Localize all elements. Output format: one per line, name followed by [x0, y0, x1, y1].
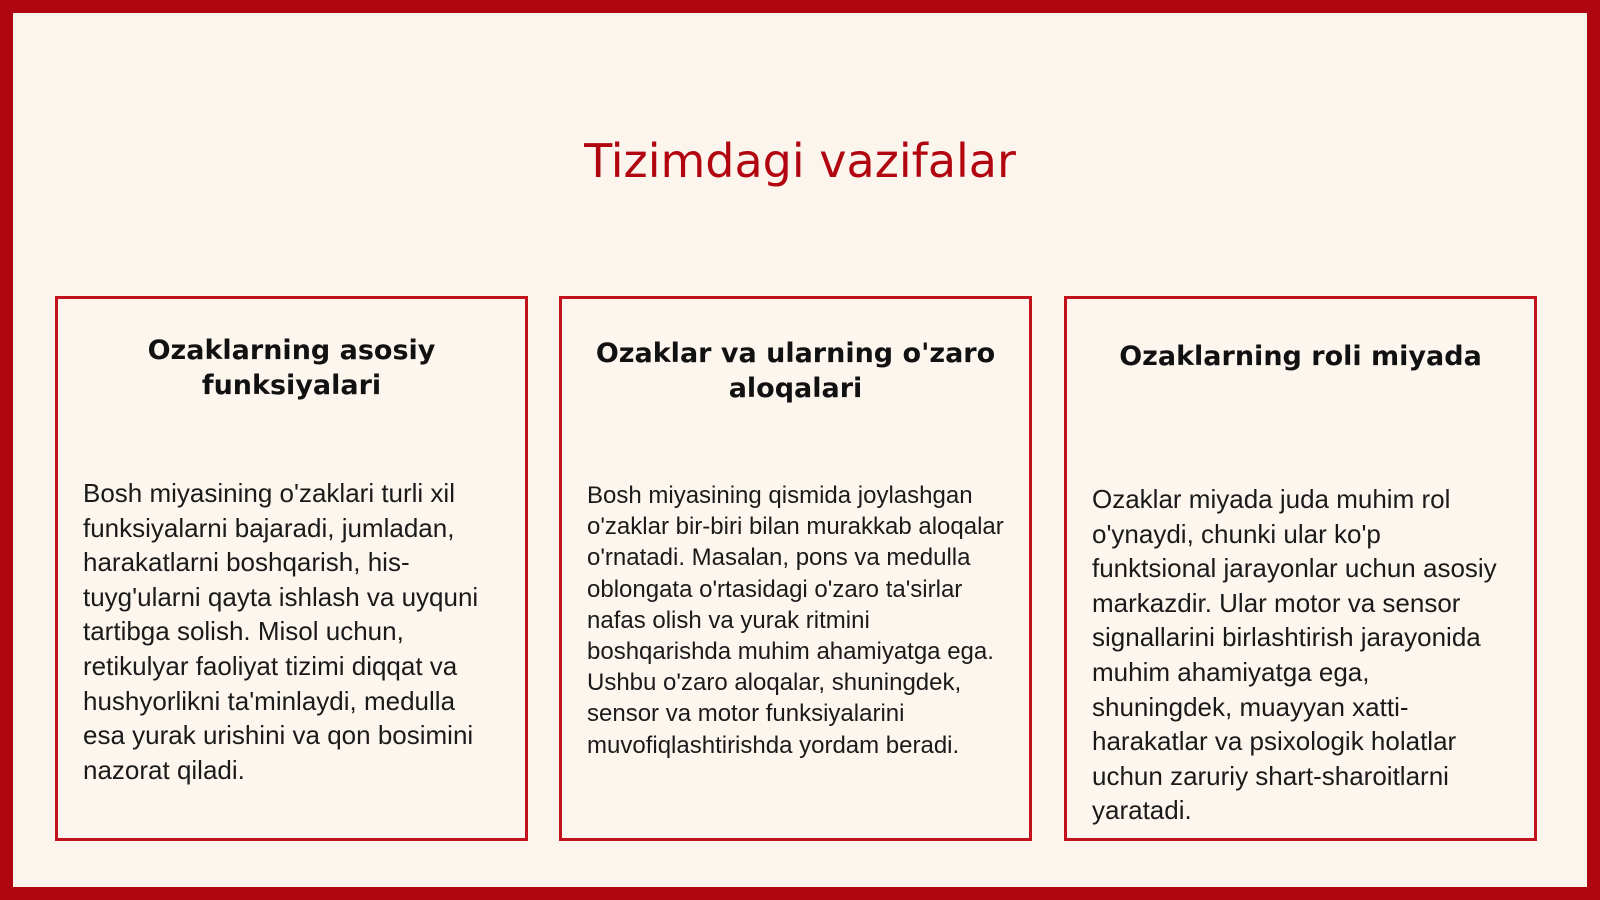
card-body-text: Bosh miyasining o'zaklari turli xil funksiyalarni bajaradi, jumladan, harakatlarni boshqarish, his-tuyg'ularni qayta ishlash va uyquni tartibga solish. Misol uchun, retikulyar faoliyat tizimi diqqat va hushyorlikni ta'minlaydi, medulla esa yurak urishini va qon bosimini nazorat qiladi. [83, 478, 479, 785]
card-heading: Ozaklarning asosiy funksiyalari [147, 335, 436, 401]
card-heading: Ozaklarning roli miyada [1119, 341, 1482, 372]
card-body-text: Bosh miyasining qismida joylashgan o'zaklar bir-biri bilan murakkab aloqalar o'rnatadi. Masalan, pons va medulla oblongata o'rtasidagi o'zaro ta'sirlar nafas olish va yurak ritmini boshqarishda muhim ahamiyatga ega. Ushbu o'zaro aloqalar, shuningdek, sensor va motor funksiyalarini muvofiqlashtirishda yordam beradi. [587, 482, 1004, 759]
card-role-in-brain [1064, 296, 1537, 841]
card-interconnections [559, 296, 1032, 841]
card-heading: Ozaklar va ularning o'zaro aloqalari [595, 338, 996, 404]
slide [13, 13, 1587, 887]
card-main-functions [55, 296, 528, 841]
slide-title: Tizimdagi vazifalar [584, 134, 1016, 188]
card-body-text: Ozaklar miyada juda muhim rol o'ynaydi, chunki ular ko'p funktsional jarayonlar uchun asosiy markazdir. Ular motor va sensor signallarini birlashtirish jarayonida muhim ahamiyatga ega, shuningdek, muayyan xatti-harakatlar va psixologik holatlar uchun zaruriy shart-sharoitlarni yaratadi. [1092, 484, 1497, 826]
